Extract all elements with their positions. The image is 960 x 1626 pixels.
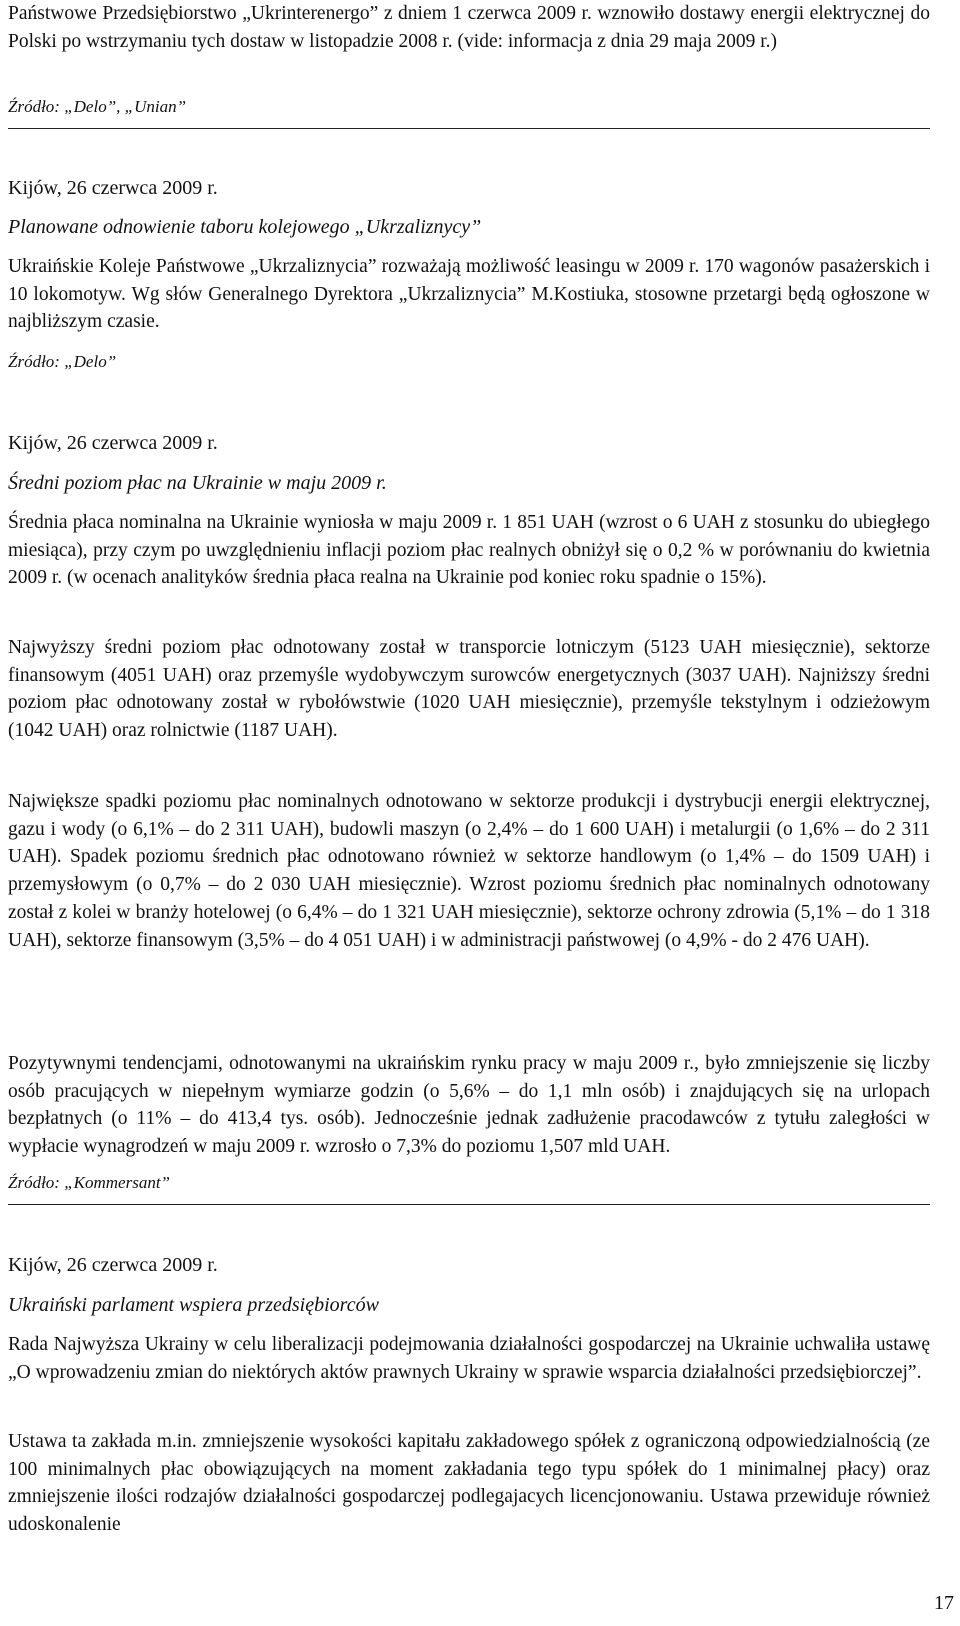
source-line: Źródło: „Delo” xyxy=(8,352,117,371)
article-body xyxy=(8,634,930,745)
dateline: Kijów, 26 czerwca 2009 r. xyxy=(8,432,218,454)
article-body xyxy=(8,509,930,592)
article-date xyxy=(8,175,930,201)
section-divider xyxy=(8,1204,930,1205)
article-paragraph: Średnia płaca nominalna na Ukrainie wyniosła w maju 2009 r. 1 851 UAH (wzrost o 6 UAH z stosunku do ubiegłego miesiąca), przy czym po uwzględnieniu inflacji poziom płac realnych obniżył się o 0,2 % w porównaniu do kwietnia 2009 r. (w ocenach analityków średnia płaca realna na Ukrainie pod koniec roku spadnie o 15%). xyxy=(8,512,930,589)
article-paragraph: Najwyższy średni poziom płac odnotowany został w transporcie lotniczym (5123 UAH miesięcznie), sektorze finansowym (4051 UAH) oraz przemyśle wydobywczym surowców energetycznych (3037 UAH). Najniższy średni poziom płac odnotowany został w rybołówstwie (1020 UAH miesięcznie), przemyśle tekstylnym i odzieżowym (1042 UAH) oraz rolnictwie (1187 UAH). xyxy=(8,637,930,742)
article-body xyxy=(8,1331,930,1386)
article-date xyxy=(8,1252,930,1278)
article-headline xyxy=(8,214,930,240)
article-paragraph: Rada Najwyższa Ukrainy w celu liberalizacji podejmowania działalności gospodarczej na Ukrainie uchwaliła ustawę „O wprowadzeniu zmian do niektórych aktów prawnych Ukrainy w sprawie wsparcia działalności przedsiębiorczej”. xyxy=(8,1334,930,1383)
source-line: Źródło: „Kommersant” xyxy=(8,1173,171,1192)
article-body xyxy=(8,1428,930,1539)
source-line: Źródło: „Delo”, „Unian” xyxy=(8,97,187,116)
article-source xyxy=(8,96,930,118)
article-paragraph: Państwowe Przedsiębiorstwo „Ukrinterenergo” z dniem 1 czerwca 2009 r. wznowiło dostawy energii elektrycznej do Polski po wstrzymaniu tych dostaw w listopadzie 2008 r. (vide: informacja z dnia 29 maja 2009 r.) xyxy=(8,3,930,52)
article-body xyxy=(8,788,930,954)
article-date xyxy=(8,430,930,456)
dateline: Kijów, 26 czerwca 2009 r. xyxy=(8,177,218,199)
dateline: Kijów, 26 czerwca 2009 r. xyxy=(8,1254,218,1276)
headline: Średni poziom płac na Ukrainie w maju 2009 r. xyxy=(8,472,387,494)
section-divider xyxy=(8,128,930,129)
article-paragraph: Największe spadki poziomu płac nominalnych odnotowano w sektorze produkcji i dystrybucji energii elektrycznej, gazu i wody (o 6,1% – do 2 311 UAH), budowli maszyn (o 2,4% – do 1 600 UAH) i metalurgii (o 1,6% – do 2 311 UAH). Spadek poziomu średnich płac odnotowano również w sektorze handlowym (o 1,4% – do 1509 UAH) i przemysłowym (o 0,7% – do 2 030 UAH miesięcznie). Wzrost poziomu średnich płac nominalnych odnotowany został z kolei w branży hotelowej (o 6,4% – do 1 321 UAH miesięcznie), sektorze ochrony zdrowia (5,1% – do 1 318 UAH), sektorze finansowym (3,5% – do 4 051 UAH) i w administracji państwowej (o 4,9% - do 2 476 UAH). xyxy=(8,791,930,951)
article-headline xyxy=(8,470,930,496)
article-body xyxy=(8,253,930,336)
article-headline xyxy=(8,1292,930,1318)
article-continuation xyxy=(8,0,930,55)
article-body xyxy=(8,1050,930,1161)
article-source xyxy=(8,351,930,373)
headline: Ukraiński parlament wspiera przedsiębiorców xyxy=(8,1294,379,1316)
page-number: 17 xyxy=(934,1592,954,1614)
headline: Planowane odnowienie taboru kolejowego „Ukrzaliznycy” xyxy=(8,216,482,238)
article-paragraph: Pozytywnymi tendencjami, odnotowanymi na ukraińskim rynku pracy w maju 2009 r., było zmniejszenie się liczby osób pracujących w niepełnym wymiarze godzin (o 5,6% – do 1,1 mln osób) i znajdujących się na urlopach bezpłatnych (o 11% – do 413,4 tys. osób). Jednocześnie jednak zadłużenie pracodawców z tytułu zaległości w wypłacie wynagrodzeń w maju 2009 r. wzrosło o 7,3% do poziomu 1,507 mld UAH. xyxy=(8,1053,930,1158)
article-source xyxy=(8,1172,930,1194)
article-paragraph: Ukraińskie Koleje Państwowe „Ukrzaliznycia” rozważają możliwość leasingu w 2009 r. 170 wagonów pasażerskich i 10 lokomotyw. Wg słów Generalnego Dyrektora „Ukrzaliznycia” M.Kostiuka, stosowne przetargi będą ogłoszone w najbliższym czasie. xyxy=(8,256,930,333)
article-paragraph: Ustawa ta zakłada m.in. zmniejszenie wysokości kapitału zakładowego spółek z ograniczoną odpowiedzialnością (ze 100 minimalnych płac obowiązujących na moment zakładania tego typu spółek do 1 minimalnej płacy) oraz zmniejszenie ilości rodzajów działalności gospodarczej podlegajacych licencjonowaniu. Ustawa przewiduje również udoskonalenie xyxy=(8,1431,930,1536)
